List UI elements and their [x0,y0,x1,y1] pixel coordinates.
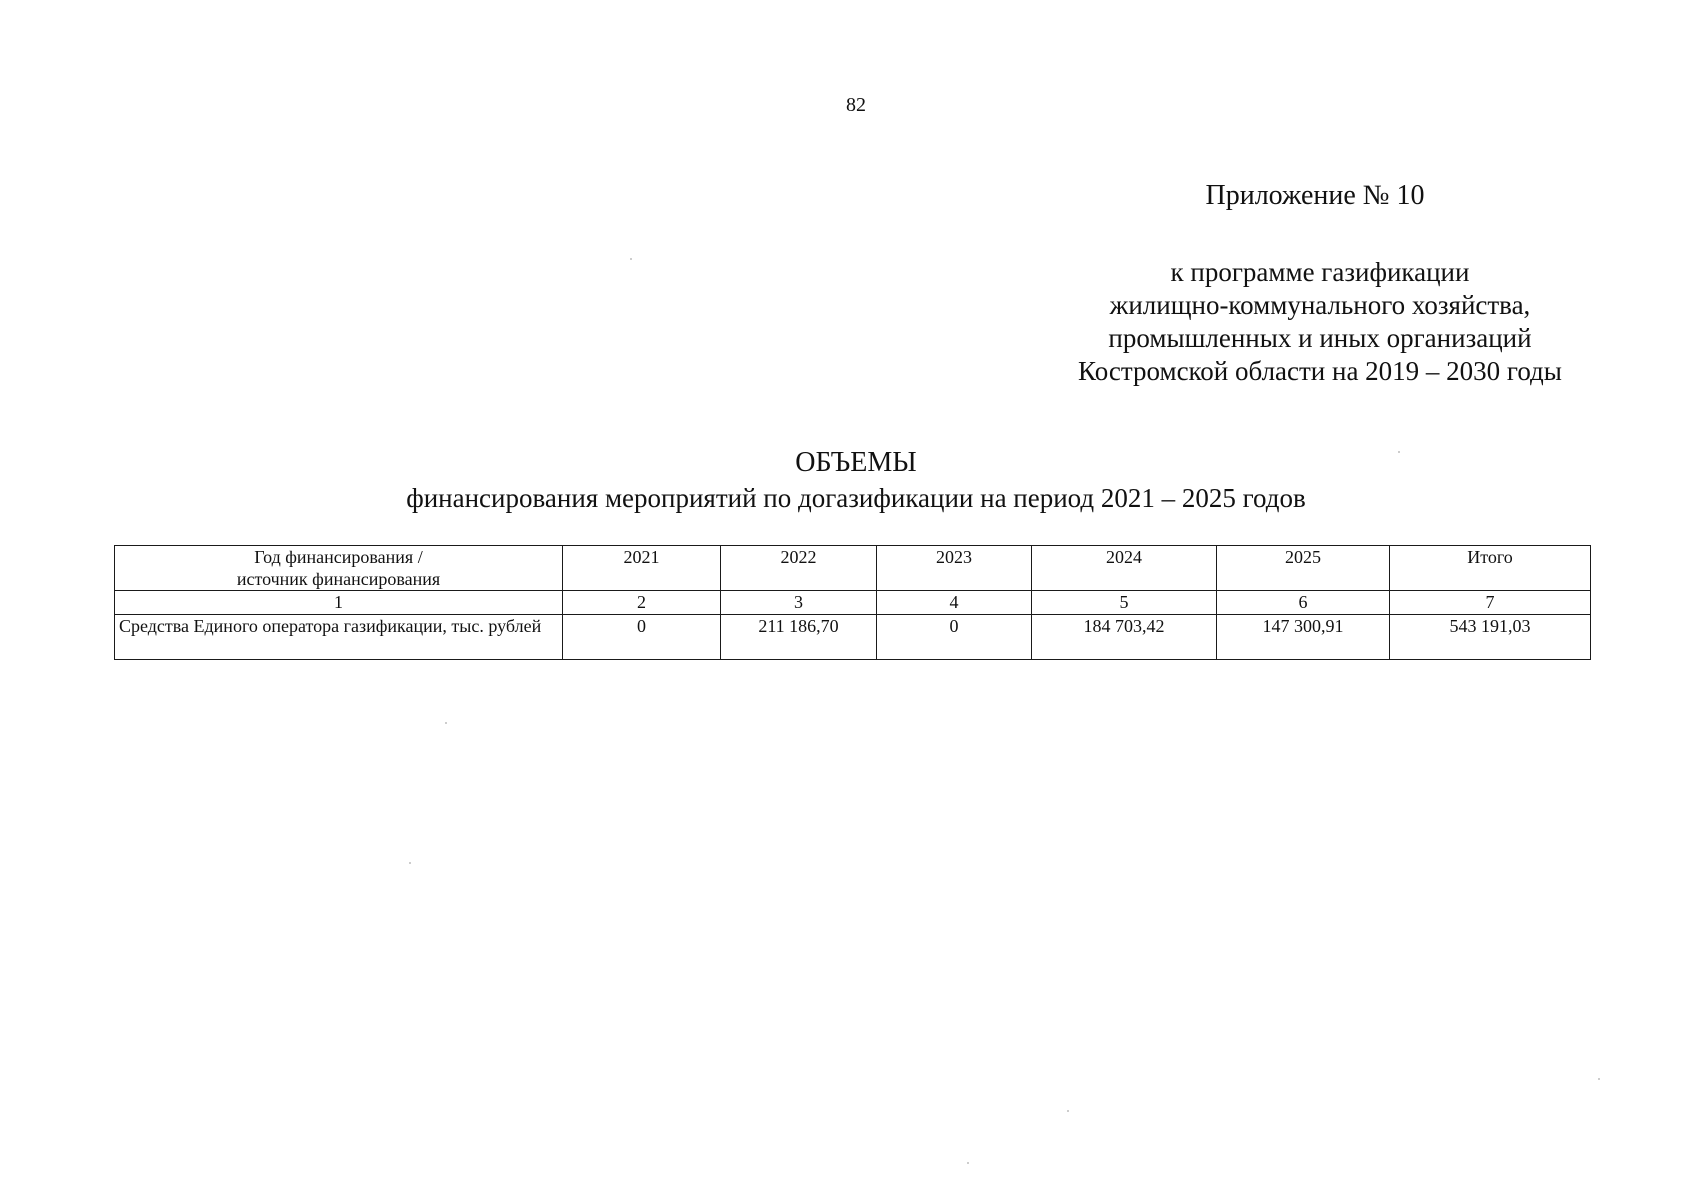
value-cell: 211 186,70 [721,615,877,660]
table-header-row [115,546,1591,591]
document-subheading: финансирования мероприятий по догазификации на период 2021 – 2025 годов [406,483,1306,513]
header-total-cell: Итого [1390,546,1591,591]
header-source-line: источник финансирования [236,569,441,589]
column-number-cell: 1 [115,591,563,615]
table-column-number-row [115,591,1591,615]
value-cell: 147 300,91 [1217,615,1390,660]
column-number-cell: 4 [877,591,1032,615]
value-cell: 0 [877,615,1032,660]
appendix-subtitle [1040,256,1600,388]
header-year-cell: 2021 [563,546,721,591]
column-number-cell: 2 [563,591,721,615]
appendix-subtitle-line: Костромской области на 2019 – 2030 годы [1078,356,1562,386]
value-cell: 184 703,42 [1032,615,1217,660]
scan-speck [1398,451,1400,453]
header-year-cell: 2023 [877,546,1032,591]
header-source-line: Год финансирования / [254,547,423,567]
total-value-cell: 543 191,03 [1390,615,1591,660]
value-cell: 0 [563,615,721,660]
document-heading: ОБЪЕМЫ [795,447,917,478]
scan-speck [630,258,632,260]
scan-speck [409,862,411,864]
column-number-cell: 5 [1032,591,1217,615]
scan-speck [1067,1110,1069,1112]
appendix-subtitle-line: к программе газификации [1170,257,1470,287]
column-number-cell: 3 [721,591,877,615]
table-row [115,615,1591,660]
appendix-subtitle-line: жилищно-коммунального хозяйства, [1109,290,1531,320]
column-number-cell: 6 [1217,591,1390,615]
appendix-subtitle-line: промышленных и иных организаций [1108,323,1532,353]
header-year-cell: 2025 [1217,546,1390,591]
column-number-cell: 7 [1390,591,1591,615]
funding-table [114,545,1591,660]
page-number: 82 [846,94,866,116]
scan-speck [967,1162,969,1164]
appendix-title: Приложение № 10 [1205,180,1425,211]
header-year-cell: 2022 [721,546,877,591]
header-source-cell [115,546,563,591]
header-year-cell: 2024 [1032,546,1217,591]
scan-speck [1598,1078,1600,1080]
scan-speck [445,722,447,724]
funding-source-cell: Средства Единого оператора газификации, тыс. рублей [115,615,563,660]
